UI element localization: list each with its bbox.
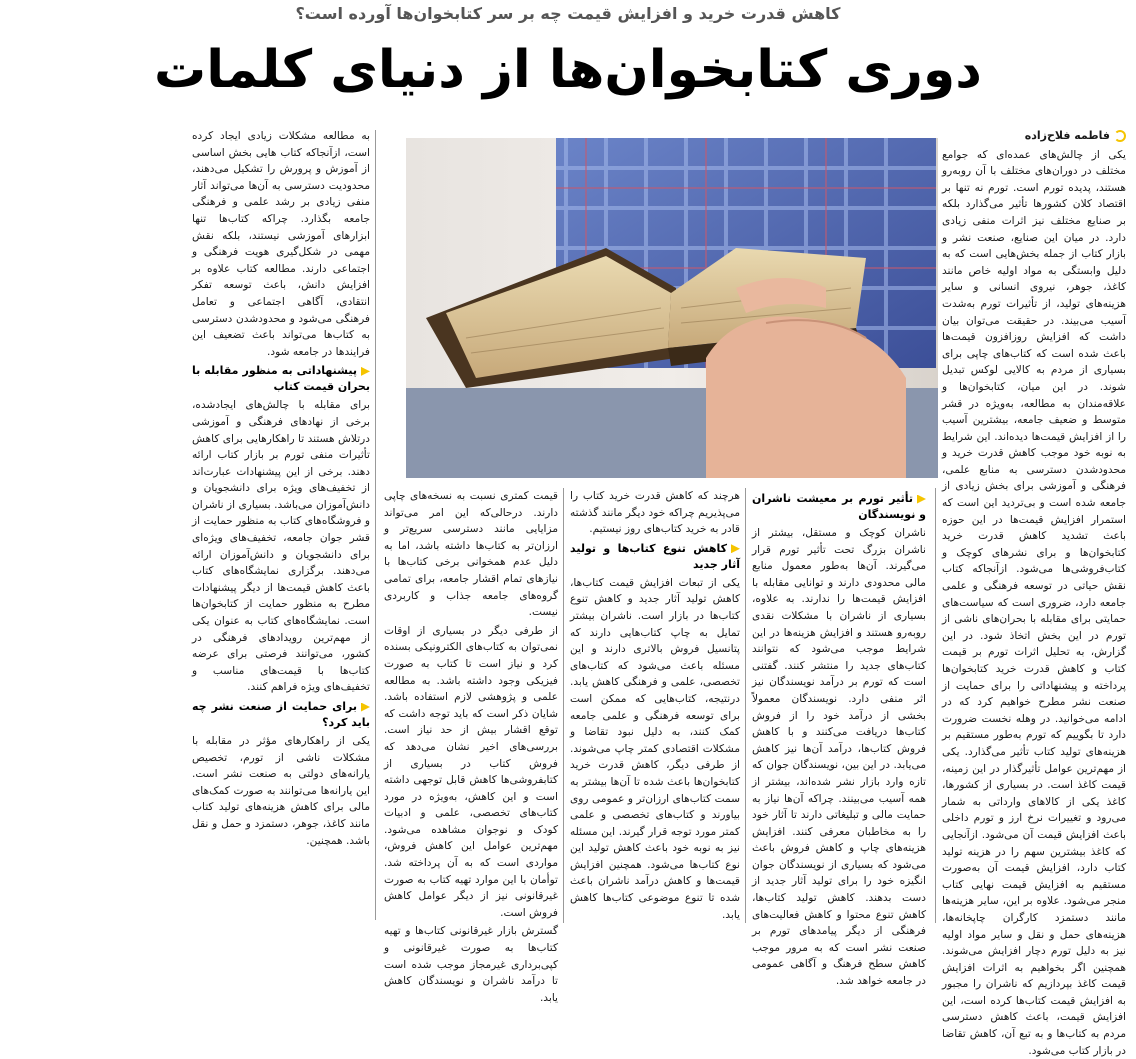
author-byline xyxy=(942,128,1126,145)
paragraph: به مطالعه مشکلات زیادی ایجاد کرده است، ازآنجاکه کتاب هایی بخش اساسی از آموزش و پرورش را تشکیل می‌دهند، محدودیت دسترسی به آن‌ها می‌تواند آثار منفی زیادی بر رشد علمی و فرهنگی جامعه بگذارد. چراکه کتاب‌ها تنها ابزارهای آموزشی نیستند، بلکه نقش مهمی در شکل‌گیری هویت فرهنگی و اجتماعی دارند. مطالعه کتاب علاوه بر افزایش دانش، باعث توسعه تفکر انتقادی، آگاهی اجتماعی و تعامل فرهنگی می‌شود و محدودشدن دسترسی به کتاب‌ها می‌تواند باعث تضعیف این فرایندها در جامعه شود. xyxy=(192,130,370,358)
paragraph: هرچند که کاهش قدرت خرید کتاب را می‌پذیریم چراکه خود دیگر مانند گذشته قادر به خرید کتاب‌های روز نیستیم. xyxy=(570,490,740,536)
article-column-2 xyxy=(752,488,926,988)
column-divider xyxy=(935,488,936,923)
heading-marker-icon xyxy=(361,367,370,376)
section-heading xyxy=(192,363,370,395)
heading-text: تأثیر تورم بر معیشت ناشران و نویسندگان xyxy=(752,492,926,521)
article-column-4 xyxy=(384,488,558,1004)
paragraph: برای مقابله با چالش‌های ایجادشده، برخی از نهادهای فرهنگی و آموزشی درتلاش هستند تا راهکارهایی برای کاهش تأثیرات منفی تورم بر بازار کتاب ارائه دهند. برخی از این پیشنهادات عبارت‌اند از تخفیف‌های ویژه برای دانشجویان و دانش‌آموزان می‌باشد. بسیاری از ناشران و فروشگاه‌های کتاب به منظور حمایت از قشر جوان جامعه، تخفیف‌های ویژه‌ای برای دانشجویان و دانش‌آموزان ارائه می‌دهند. برگزاری نمایشگاه‌های کتاب باعث کاهش قیمت‌ها از دیگر پیشنهادات مطرح به منظور حمایت از کتابخوان‌ها است. نمایشگاه‌های کتاب به عنوان یکی از مهم‌ترین رویدادهای فرهنگی در کشور، می‌توانند فرصتی برای عرضه کتاب‌ها با قیمت‌های مناسب و تخفیف‌های ویژه فراهم کنند. xyxy=(192,399,370,694)
section-heading xyxy=(752,491,926,523)
article-column-5 xyxy=(192,128,370,923)
paragraph: از طرفی دیگر در بسیاری از اوقات نمی‌توان به کتاب‌های الکترونیکی بسنده کرد و نیاز است تا کتاب به صورت فیزیکی وجود داشته باشد. به مطالعه علمی و پژوهشی لازم استفاده باشد. شایان ذکر است که باید توجه داشت که توقع اقشار بیش از حد نیاز است. بررسی‌های اخیر نشان می‌دهد که فروش کتاب در بسیاری از کتابفروشی‌ها کاهش قابل توجهی داشته است و این کاهش، به‌ویژه در مورد کتاب‌های تخصصی، علمی و ادبیات کودک و نوجوان مشاهده می‌شود. مهم‌ترین عوامل این کاهش فروش، مواردی است که به آن پرداخته شد. توأمان با این موارد تهیه کتاب به صورت غیرقانونی نیز از دیگر عوامل کاهش فروش است. xyxy=(384,624,558,919)
heading-marker-icon xyxy=(361,703,370,712)
paragraph: یکی از تبعات افزایش قیمت کتاب‌ها، کاهش تولید آثار جدید و کاهش تنوع کتاب‌ها در بازار است. ناشران بیشتر تمایل به چاپ کتاب‌هایی دارند که پتانسیل فروش بالاتری دارند و این مسئله باعث می‌شود که کتاب‌های تخصصی، علمی و فرهنگی کاهش یابد. درنتیجه، کتاب‌هایی که ممکن است برای توسعه فرهنگی و علمی جامعه کمک کنند، به دلیل نبود تقاضا و مشکلات اقتصادی کمتر چاپ می‌شوند. از طرفی دیگر، کاهش قدرت خرید کتابخوان‌ها باعث شده تا آن‌ها بیشتر به سمت کتاب‌های ارزان‌تر و عمومی روی بیاورند و کتاب‌های تخصصی و علمی کمتر مورد توجه قرار گیرند. این مسئله نیز به نوبه خود باعث کاهش تولید این نوع کتاب‌ها می‌شود. همچنین افزایش قیمت‌ها و کاهش درآمد ناشران باعث شده تا تنوع موضوعی کتاب‌ها کاهش یابد. xyxy=(570,576,740,921)
paragraph: یکی از راهکارهای مؤثر در مقابله با مشکلات ناشی از تورم، تخصیص یارانه‌های دولتی به صنعت نشر است. این یارانه‌ها می‌توانند به صورت کمک‌های مالی برای کاهش هزینه‌های تولید کتاب مانند کاغذ، جوهر، دستمزد و حمل و نقل باشد. همچنین. xyxy=(192,735,370,847)
article-headline: دوری کتابخوان‌ها از دنیای کلمات xyxy=(154,40,982,100)
heading-marker-icon xyxy=(731,544,740,553)
paragraph: یکی از چالش‌های عمده‌ای که جوامع مختلف در دوران‌های مختلف با آن روبه‌رو هستند، پدیده تورم است. تورم نه تنها بر اقتصاد کلان کشورها تأثیر می‌گذارد بلکه بر صنایع مختلف نیز اثرات منفی زیادی دارد. در میان این صنایع، صنعت نشر و بازار کتاب از جمله بخش‌هایی است که به دلیل وابستگی به مواد اولیه خاص مانند کاغذ، جوهر، نیروی انسانی و سایر هزینه‌های تولید، از تأثیرات تورم به‌شدت آسیب می‌بیند. در حقیقت می‌توان بیان داشت که افزایش روزافزون قیمت‌ها باعث شده است که کتاب‌های چاپی برای بسیاری از مردم به کالایی لوکس تبدیل شوند. در این میان، کتابخوان‌ها و علاقه‌مندان به مطالعه، به‌ویژه در قشر متوسط و ضعیف جامعه، بیشترین آسیب را از افزایش قیمت‌ها دیده‌اند. این شرایط به نوبه خود موجب کاهش قدرت خرید و محدودشدن دسترسی به منابع علمی، فرهنگی و آموزشی برای بخش زیادی از جامعه شده است و بی‌تردید این است که استمرار افزایش قیمت‌ها در این حوزه باعث تشدید کاهش قدرت خرید کتابخوان‌ها و برای نشرهای کوچک و کتاب‌فروشی‌ها می‌شود. ازآنجاکه کتاب نقش حیاتی در توسعه فرهنگی و علمی جامعه دارد، ضروری است که سیاست‌های حمایتی برای مقابله با بحران‌های ناشی از تورم در این بخش اتخاذ شود. در این گزارش، به تحلیل اثرات تورم بر قیمت کتاب و کاهش قدرت خرید کتابخوان‌ها پرداخته و پیشنهاداتی را برای حمایت از صنعت نشر مطرح خواهیم کرد که در ادامه می‌خوانید. در وهله نخست ضرورت دارد تا بگوییم که تورم به‌طور مستقیم بر هزینه‌های تولید کتاب تأثیر می‌گذارد. یکی از مهم‌ترین عوامل تأثیرگذار در این زمینه، قیمت کاغذ است. در بسیاری از کشورها، کاغذ یکی از کالاهای وارداتی به شمار می‌رود و تغییرات نرخ ارز و تورم داخلی باعث افزایش قیمت آن می‌شود. ازآنجایی که کاغذ بیشترین سهم را در هزینه تولید کتاب دارد، افزایش قیمت آن به‌صورت مستقیم به افزایش قیمت نهایی کتاب منجر می‌شود. علاوه بر این، سایر هزینه‌ها مانند دستمزد کارگران چاپخانه‌ها، هزینه‌های حمل و نقل و سایر مواد اولیه نیز به دلیل تورم دچار افزایش می‌شوند. همچنین اگر بخواهیم به اثرات افزایش قیمت کاغذ بپردازیم که ناشران را مجبور به افزایش قیمت کتاب‌ها کرده است، این افزایش قیمت، باعث کاهش دسترسی مردم به کتاب‌ها و به تبع آن، کاهش تقاضا در بازار کتاب می‌شود. xyxy=(942,148,1126,1057)
section-heading xyxy=(192,699,370,731)
paragraph: قیمت کمتری نسبت به نسخه‌های چاپی دارند. درحالی‌که این امر می‌تواند مزایایی مانند دسترسی سریع‌تر و ارزان‌تر به کتاب‌ها داشته باشد، اما به دلیل عدم همخوانی برخی کتاب‌ها با نیازهای تمام اقشار جامعه، برای تمامی گروه‌های جامعه جذاب و کاربردی نیست. xyxy=(384,490,558,619)
column-divider xyxy=(375,130,376,920)
section-heading xyxy=(570,541,740,573)
article-kicker: کاهش قدرت خرید و افزایش قیمت چه بر سر کتابخوان‌ها آورده است؟ xyxy=(295,4,841,23)
article-column-1 xyxy=(942,128,1126,1057)
heading-marker-icon xyxy=(917,495,926,504)
heading-text: پیشنهاداتی به منظور مقابله با بحران قیمت کتاب xyxy=(192,364,370,394)
book-in-hands-photo xyxy=(406,138,938,478)
paragraph: گسترش بازار غیرقانونی کتاب‌ها و تهیه کتاب‌ها به صورت غیرقانونی و کپی‌برداری غیرمجاز موجب شده است تا درآمد ناشران و نویسندگان کاهش یابد. xyxy=(384,925,558,1004)
heading-text: برای حمایت از صنعت نشر چه باید کرد؟ xyxy=(192,700,370,729)
heading-text: کاهش تنوع کتاب‌ها و تولید آثار جدید xyxy=(570,541,740,571)
column-divider xyxy=(563,488,564,923)
article-column-3 xyxy=(570,488,740,923)
paragraph: ناشران کوچک و مستقل، بیشتر از ناشران بزرگ تحت تأثیر تورم قرار می‌گیرند. آن‌ها به‌طور معمول منابع مالی محدودی دارند و توانایی مقابله با افزایش قیمت‌ها را ندارند. به علاوه، بسیاری از ناشران با مشکلات نقدی روبه‌رو هستند و افزایش هزینه‌ها در این شرایط موجب می‌شود که نتوانند کتاب‌های جدید را منتشر کنند. گفتنی است که تورم بر درآمد نویسندگان نیز اثر منفی دارد. نویسندگان معمولاً بخشی از درآمد خود را از فروش کتاب‌ها دریافت می‌کنند و با کاهش فروش کتاب‌ها، درآمد آن‌ها نیز کاهش می‌یابد. در این بین، نویسندگان جوان که تازه وارد بازار نشر شده‌اند، بیشتر از همه آسیب می‌بینند. چراکه آن‌ها نیاز به حمایت مالی و تبلیغاتی دارند تا آثار خود را به مخاطبان معرفی کنند. افزایش هزینه‌های چاپ و کاهش فروش باعث می‌شود که بسیاری از نویسندگان جوان انگیزه خود را برای تولید آثار جدید از دست بدهند. کاهش تولید کتاب‌ها، کاهش تنوع محتوا و کاهش فعالیت‌های فرهنگی از دیگر پیامدهای تورم بر صنعت نشر است که به مرور موجب کاهش سطح فرهنگ و آگاهی عمومی در جامعه خواهد شد. xyxy=(752,527,926,988)
author-name: فاطمه فلاح‌زاده xyxy=(1024,129,1110,142)
author-icon xyxy=(1114,130,1126,142)
column-divider xyxy=(745,488,746,923)
